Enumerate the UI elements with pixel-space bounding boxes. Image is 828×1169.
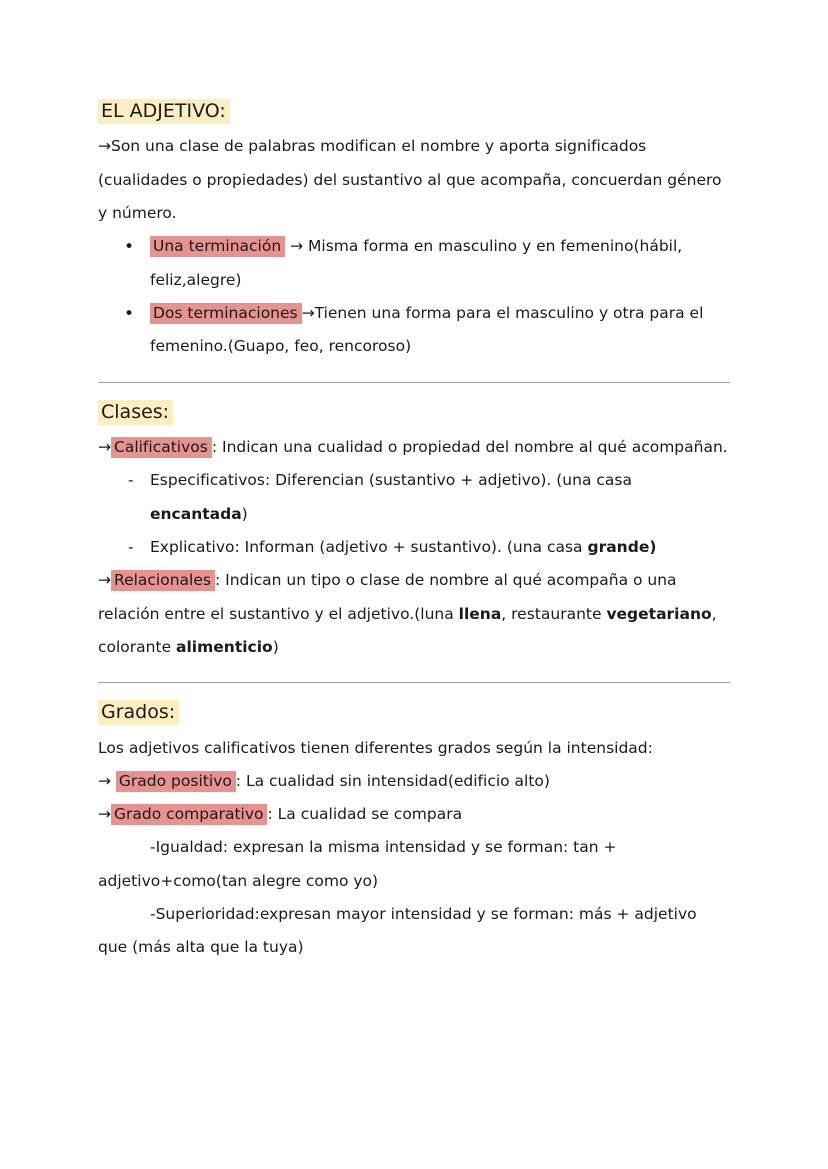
relacionales-bold-3: alimenticio bbox=[176, 637, 273, 656]
document-body bbox=[98, 96, 730, 965]
arrow-glyph: → bbox=[98, 805, 111, 824]
section-title-highlight: EL ADJETIVO: bbox=[98, 99, 230, 124]
relacionales-text-4: ) bbox=[272, 637, 279, 656]
grado-positivo-text: : La cualidad sin intensidad(edificio alto) bbox=[235, 771, 550, 790]
section-divider-2 bbox=[98, 682, 730, 683]
highlight-relacionales: Relacionales bbox=[111, 570, 215, 591]
paragraph-calificativos bbox=[98, 431, 730, 464]
paragraph-superioridad: -Superioridad:expresan mayor intensidad y se forman: más + adjetivo que (más alta que la tuya) bbox=[98, 905, 697, 957]
bullet-highlight-una-terminacion: Una terminación bbox=[150, 236, 285, 257]
paragraph-grado-positivo bbox=[98, 765, 730, 798]
section-title-grados bbox=[98, 697, 730, 727]
grado-comparativo-text: : La cualidad se compara bbox=[267, 805, 463, 824]
section-title-highlight: Grados: bbox=[98, 700, 179, 725]
bullet-text: → Misma forma en masculino y en femenino(hábil, feliz,alegre) bbox=[150, 237, 683, 289]
list-item-tail: ) bbox=[241, 504, 248, 523]
list-item bbox=[150, 230, 730, 297]
relacionales-bold-2: vegetariano bbox=[606, 604, 712, 623]
list-item-bold: encantada bbox=[150, 504, 242, 523]
relacionales-bold-1: llena bbox=[458, 604, 502, 623]
list-item bbox=[150, 464, 730, 531]
relacionales-text-3: , colorante bbox=[98, 604, 717, 656]
highlight-grado-comparativo: Grado comparativo bbox=[111, 804, 267, 825]
highlight-grado-positivo: Grado positivo bbox=[116, 771, 236, 792]
list-item bbox=[150, 531, 730, 564]
arrow-glyph: → bbox=[98, 571, 111, 590]
section-el-adjetivo bbox=[98, 96, 730, 364]
list-item bbox=[150, 297, 730, 364]
bullet-highlight-dos-terminaciones: Dos terminaciones bbox=[150, 303, 302, 324]
relacionales-text-1: : Indican un tipo o clase de nombre al qué acompaña o una relación entre el sustantivo y el adjetivo.(luna bbox=[98, 571, 677, 623]
list-terminaciones bbox=[98, 230, 730, 363]
paragraph-grado-comparativo bbox=[98, 798, 730, 831]
arrow-glyph: → bbox=[98, 771, 116, 790]
paragraph-relacionales bbox=[98, 564, 730, 664]
bullet-text: →Tienen una forma para el masculino y otra para el femenino.(Guapo, feo, rencoroso) bbox=[150, 303, 704, 356]
list-item-lead: Explicativo: Informan (adjetivo + sustantivo). (una casa bbox=[150, 537, 588, 556]
highlight-calificativos: Calificativos bbox=[111, 437, 212, 458]
section-grados bbox=[98, 697, 730, 965]
relacionales-text-2: , restaurante bbox=[501, 604, 607, 623]
list-item-lead: Especificativos: Diferencian (sustantivo + adjetivo). (una casa bbox=[150, 471, 632, 490]
section-title-highlight: Clases: bbox=[98, 400, 173, 425]
section-divider-1 bbox=[98, 382, 730, 383]
section-title-clases bbox=[98, 397, 730, 427]
section-clases bbox=[98, 397, 730, 665]
paragraph-igualdad: -Igualdad: expresan la misma intensidad y se forman: tan + adjetivo+como(tan alegre como yo) bbox=[98, 838, 617, 890]
arrow-glyph: → bbox=[98, 437, 111, 456]
calificativos-text: : Indican una cualidad o propiedad del nombre al qué acompañan. bbox=[211, 437, 728, 456]
paragraph-grados-intro: Los adjetivos calificativos tienen diferentes grados según la intensidad: bbox=[98, 738, 653, 757]
list-calificativos-tipos bbox=[98, 464, 730, 564]
section-title-el-adjetivo bbox=[98, 96, 730, 126]
paragraph-adjetivo-intro: →Son una clase de palabras modifican el nombre y aporta significados (cualidades o propiedades) del sustantivo al que acompaña, concuerdan género y número. bbox=[98, 137, 722, 223]
list-item-bold: grande) bbox=[587, 537, 657, 556]
